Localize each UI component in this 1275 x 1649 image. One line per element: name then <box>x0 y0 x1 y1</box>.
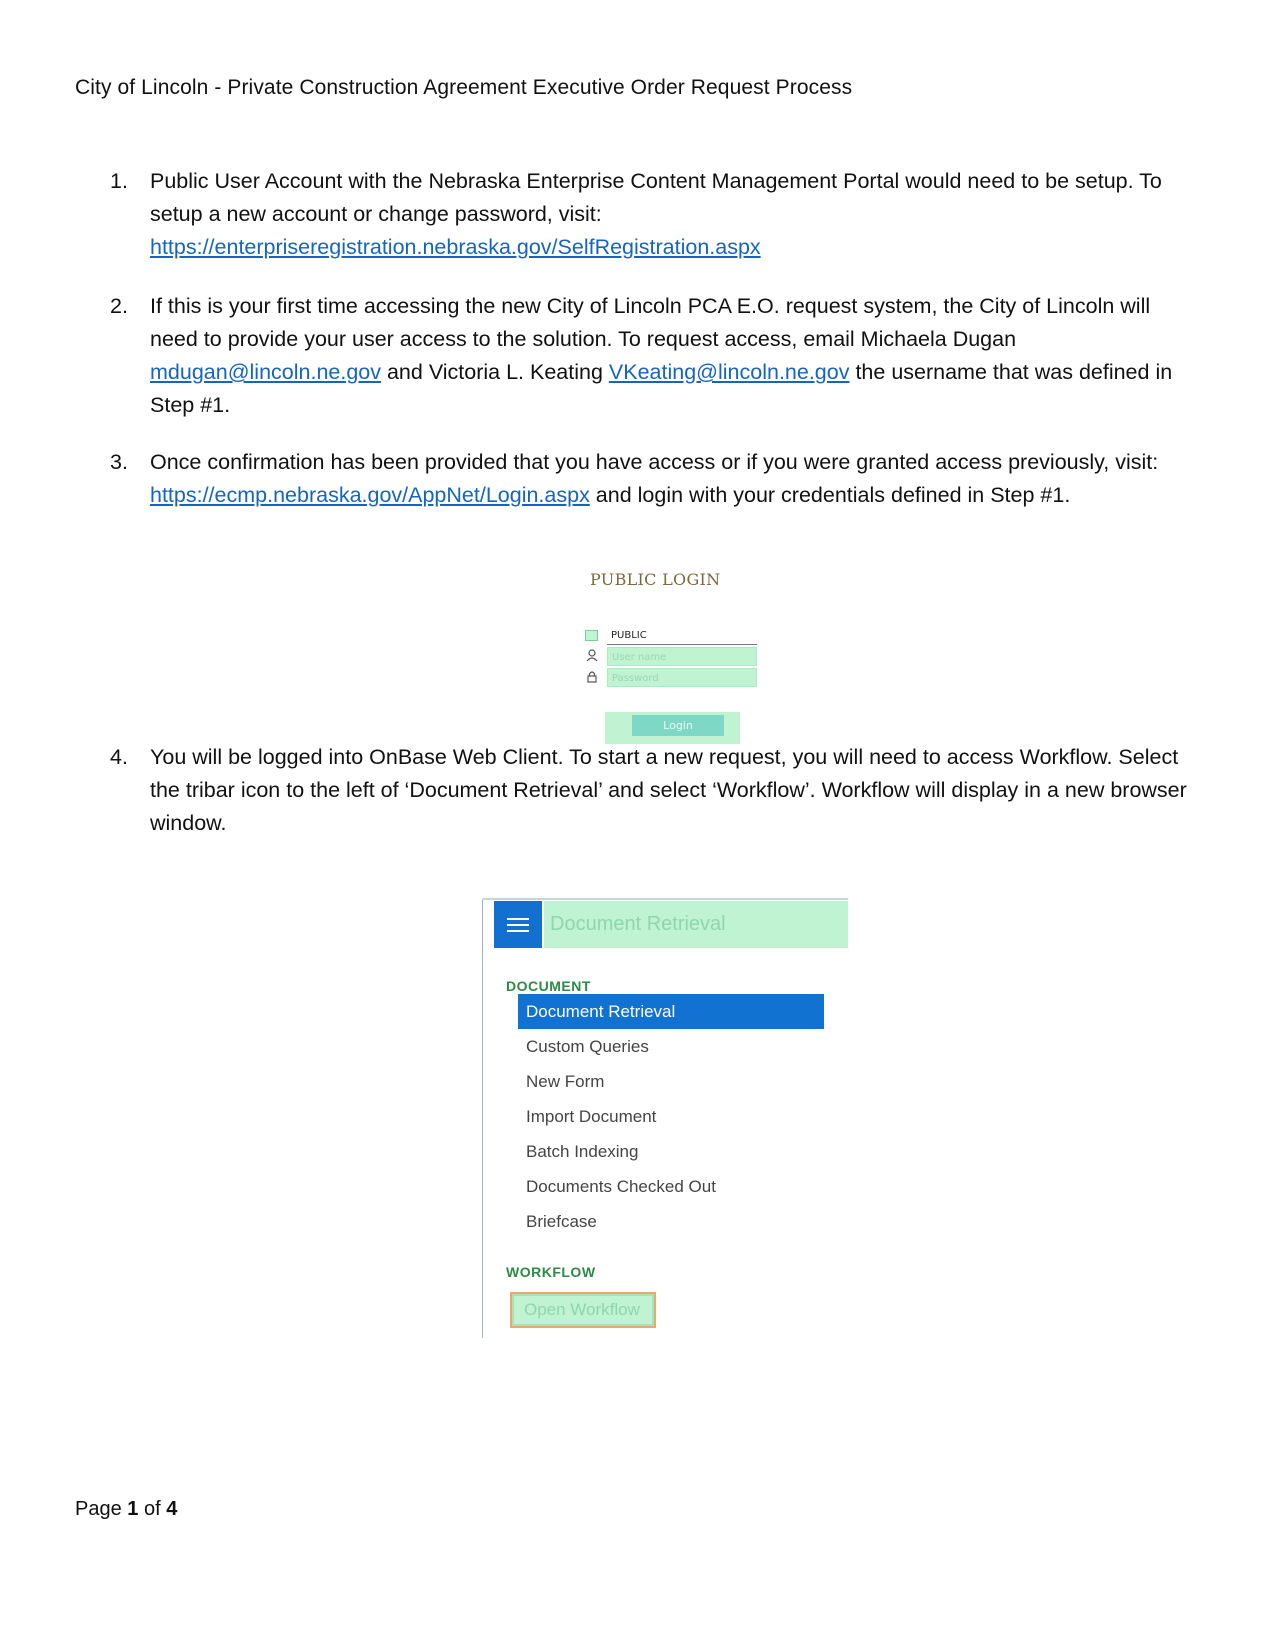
password-input[interactable]: Password <box>607 668 757 687</box>
step-3 <box>110 446 1200 512</box>
step-2-text-b: and Victoria L. Keating <box>381 360 609 384</box>
step-3-text-b: and login with your credentials defined in Step #1. <box>589 483 1071 507</box>
step-text <box>150 165 1200 264</box>
step-number: 2. <box>110 294 128 318</box>
login-button-highlight <box>605 712 740 744</box>
monitor-icon <box>585 630 598 641</box>
step-3-text-a: Once confirmation has been provided that you have access or if you were granted access previously, visit: <box>150 450 1159 474</box>
vkeating-email-link[interactable]: VKeating@lincoln.ne.gov <box>608 360 850 384</box>
public-login-title: PUBLIC LOGIN <box>590 570 721 589</box>
onbase-menu-screenshot <box>482 898 848 1338</box>
username-input[interactable]: User name <box>607 647 757 666</box>
self-registration-link[interactable]: https://enterpriseregistration.nebraska.gov/SelfRegistration.aspx <box>150 235 761 259</box>
menu-border <box>482 898 483 1338</box>
menu-item-import-document[interactable]: Import Document <box>526 1107 657 1126</box>
menu-top-border <box>482 898 848 900</box>
public-login-screenshot <box>560 570 780 750</box>
step-text: You will be logged into OnBase Web Client. To start a new request, you will need to access Workflow. Select the tribar icon to the left of ‘Document Retrieval’ and select ‘Workflow’. Workflow will display in a new browser window. <box>150 745 1187 835</box>
page-of: of <box>138 1498 167 1520</box>
step-4 <box>110 741 1200 840</box>
page-label: Page <box>75 1498 128 1520</box>
menu-item-new-form[interactable]: New Form <box>526 1072 605 1091</box>
ecmp-login-link[interactable]: https://ecmp.nebraska.gov/AppNet/Login.aspx <box>150 483 590 507</box>
lock-icon <box>585 670 599 684</box>
open-workflow-button[interactable]: Open Workflow <box>510 1292 656 1328</box>
step-number: 3. <box>110 450 128 474</box>
menu-item-custom-queries[interactable]: Custom Queries <box>526 1037 649 1056</box>
step-1-text: Public User Account with the Nebraska Enterprise Content Management Portal would need to be setup. To setup a new account or change password, visit: <box>150 169 1162 226</box>
step-number: 4. <box>110 745 128 769</box>
login-button[interactable]: Login <box>632 715 724 736</box>
menu-header-title: Document Retrieval <box>544 901 848 948</box>
menu-item-briefcase[interactable]: Briefcase <box>526 1212 597 1231</box>
menu-item-document-retrieval[interactable]: Document Retrieval <box>518 994 824 1029</box>
page-footer <box>75 1498 177 1521</box>
step-2-text-c: the username that was defined in Step #1. <box>150 360 1173 417</box>
page-total: 4 <box>166 1498 178 1520</box>
section-workflow: WORKFLOW <box>506 1264 596 1280</box>
menu-item-batch-indexing[interactable]: Batch Indexing <box>526 1142 639 1161</box>
mdugan-email-link[interactable]: mdugan@lincoln.ne.gov <box>150 360 381 384</box>
document-title: City of Lincoln - Private Construction Agreement Executive Order Request Process <box>75 76 853 99</box>
step-number: 1. <box>110 169 128 193</box>
datasource-field[interactable]: PUBLIC <box>607 626 757 645</box>
step-text <box>150 446 1200 512</box>
user-icon <box>585 649 599 663</box>
step-2-text-a: If this is your first time accessing the new City of Lincoln PCA E.O. request system, the City of Lincoln will need to provide your user access to the solution. To request access, email Michaela Dugan <box>150 294 1151 351</box>
step-2 <box>110 290 1200 422</box>
section-document: DOCUMENT <box>506 978 591 994</box>
step-1 <box>110 165 1200 264</box>
menu-item-documents-checked-out[interactable]: Documents Checked Out <box>526 1177 716 1196</box>
tribar-menu-icon[interactable] <box>494 901 542 948</box>
step-text <box>150 290 1200 422</box>
page-current: 1 <box>127 1498 139 1520</box>
